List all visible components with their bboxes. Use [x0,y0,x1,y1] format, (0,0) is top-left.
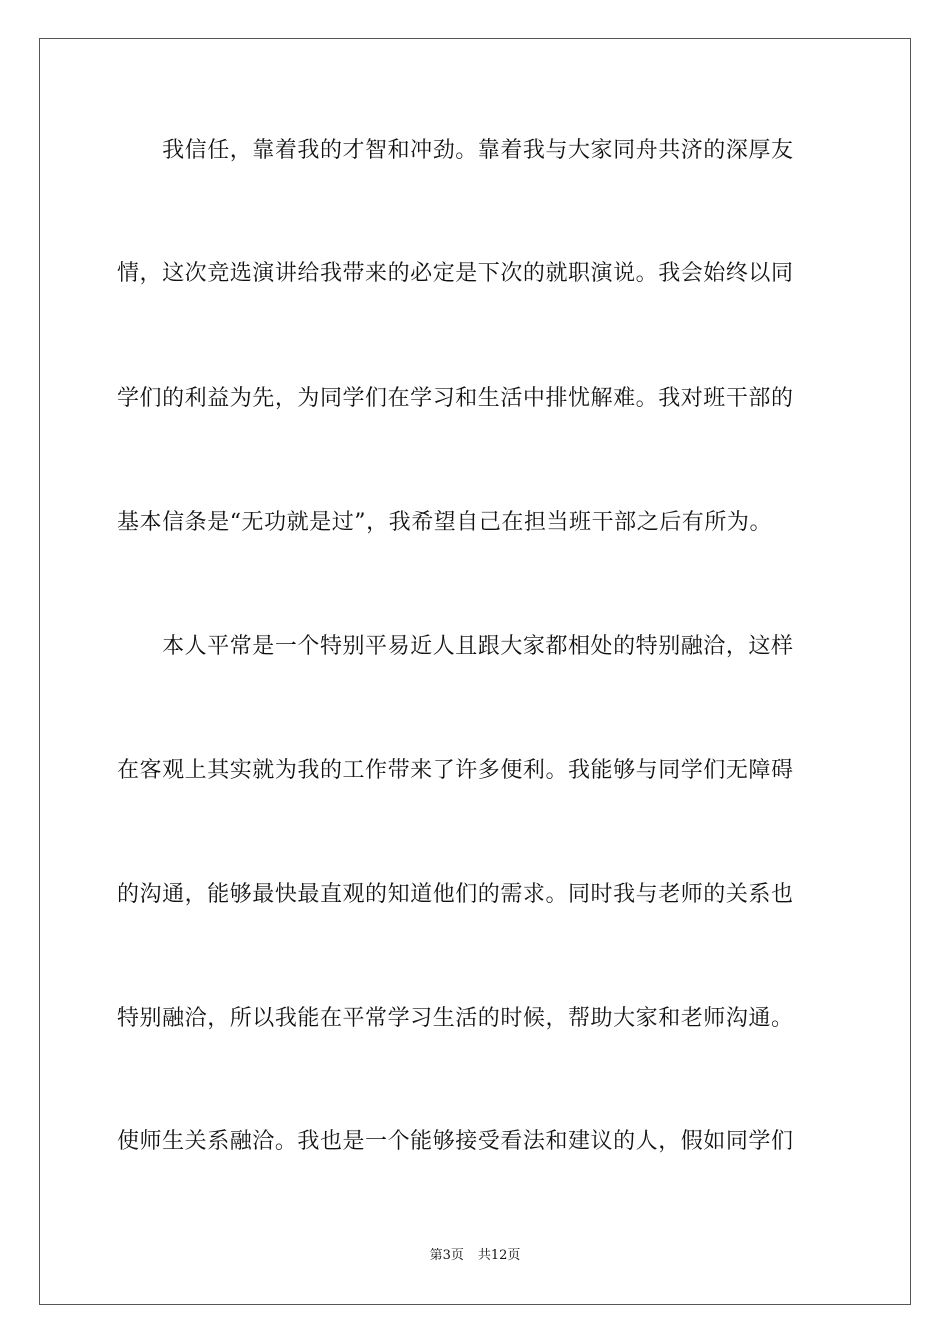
page-total: 共12页 [477,1248,521,1263]
body-text-line: 学们的利益为先，为同学们在学习和生活中排忧解难。我对班干部的 [117,386,794,411]
body-text-line: 我信任，靠着我的才智和冲劲。靠着我与大家同舟共济的深厚友 [117,138,794,163]
page-border [39,38,911,1305]
body-text-line: 的沟通，能够最快最直观的知道他们的需求。同时我与老师的关系也 [117,882,794,907]
body-text-line: 特别融洽，所以我能在平常学习生活的时候，帮助大家和老师沟通。 [117,1006,794,1031]
body-text-line: 使师生关系融洽。我也是一个能够接受看法和建议的人，假如同学们 [117,1129,794,1154]
body-text-line: 在客观上其实就为我的工作带来了许多便利。我能够与同学们无障碍 [117,758,794,783]
page-footer [0,1247,950,1265]
page-number: 第3页 [429,1248,464,1263]
body-text-line: 情，这次竞选演讲给我带来的必定是下次的就职演说。我会始终以同 [117,261,794,286]
body-text-line: 本人平常是一个特别平易近人且跟大家都相处的特别融洽，这样 [117,634,794,659]
body-text-line: 基本信条是“无功就是过”，我希望自己在担当班干部之后有所为。 [117,510,772,535]
